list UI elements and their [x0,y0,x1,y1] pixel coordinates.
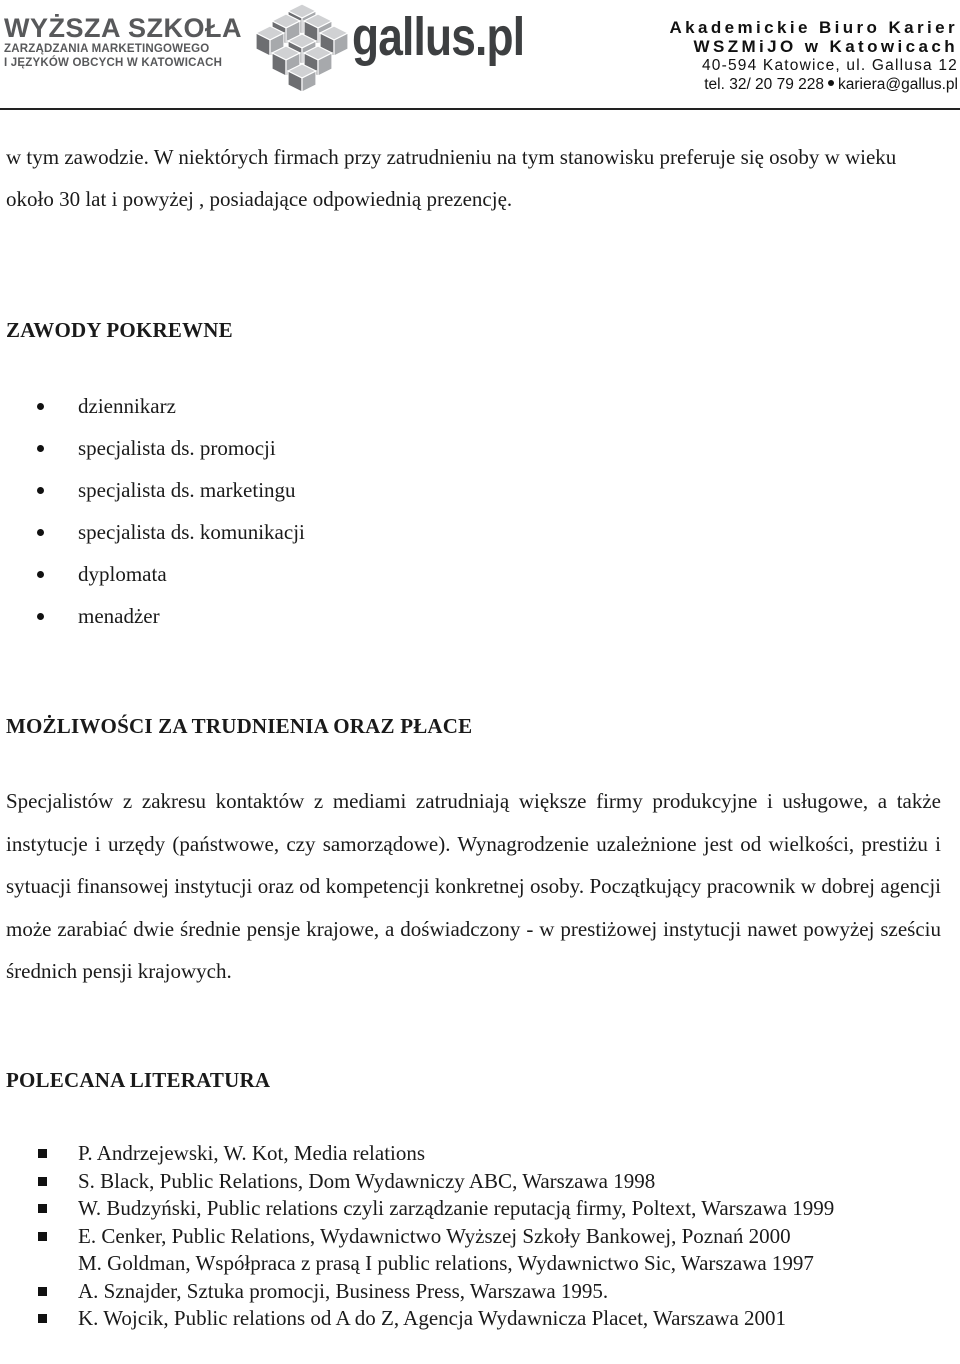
office-name: Akademickie Biuro Karier [669,18,958,37]
square-bullet-icon [38,1287,47,1296]
gallus-brand-logo: gallus.pl [352,7,525,67]
list-item-text: specjalista ds. promocji [78,436,276,460]
office-phone: tel. 32/ 20 79 228 [704,76,825,93]
square-bullet-icon [38,1177,47,1186]
list-item-text: menadżer [78,604,160,628]
list-item [0,469,305,511]
related-professions-heading: ZAWODY POKREWNE [6,318,233,342]
related-professions-list [0,385,305,637]
list-item [0,1195,960,1223]
square-bullet-icon [38,1149,47,1158]
office-location: WSZMiJO w Katowicach [693,37,958,56]
office-address: 40-594 Katowice, ul. Gallusa 12 [701,57,958,74]
bullet-icon [37,487,44,494]
list-item-text: W. Budzyński, Public relations czyli zarządzanie reputacją firmy, Poltext, Warszawa 1999 [78,1196,835,1220]
square-bullet-icon [38,1232,47,1241]
bullet-icon [37,613,44,620]
list-item [0,1305,960,1333]
list-item-text: E. Cenker, Public Relations, Wydawnictwo Wyższej Szkoły Bankowej, Poznań 2000 [78,1223,791,1248]
career-office-contact [669,18,958,94]
list-item [0,385,305,427]
list-item [0,1250,960,1278]
literature-list [0,1140,960,1333]
cubes-logo-icon [254,2,350,94]
list-item [0,595,305,637]
literature-heading: POLECANA LITERATURA [6,1068,271,1092]
separator-dot-icon [828,80,834,86]
bullet-icon [37,529,44,536]
header-divider [0,108,960,110]
bullet-icon [37,445,44,452]
square-bullet-icon [38,1204,47,1213]
list-item-text: M. Goldman, Współpraca z prasą I public relations, Wydawnictwo Sic, Warszawa 1997 [78,1251,814,1275]
school-name-line2: ZARZĄDZANIA MARKETINGOWEGO [4,43,210,55]
list-item-text: A. Sznajder, Sztuka promocji, Business Press, Warszawa 1995. [78,1278,609,1303]
page-header [0,0,960,104]
office-email[interactable]: kariera@gallus.pl [838,76,958,93]
list-item-text: K. Wojcik, Public relations od A do Z, Agencja Wydawnicza Placet, Warszawa 2001 [78,1306,787,1330]
school-name-line1: WYŻSZA SZKOŁA [4,13,242,43]
office-contact-line [669,75,958,94]
list-item-text: specjalista ds. komunikacji [78,520,305,544]
list-item [0,511,305,553]
employment-paragraph: Specjalistów z zakresu kontaktów z mediami zatrudniają większe firmy produkcyjne i usługowe, a także instytucje i urzędy (państwowe, czy samorządowe). Wynagrodzenie uzależnione jest od wielkości, prestiżu i sytuacji finansowej instytucji oraz od kompetencji konkretnej osoby. Początkujący pracownik w dobrej agencji może zarabiać dwie średnie pensje krajowe, a doświadczony - w prestiżowej instytucji nawet powyżej sześciu średnich pensji krajowych. [6,789,941,983]
list-item [0,427,305,469]
list-item-text: P. Andrzejewski, W. Kot, Media relations [78,1141,426,1165]
intro-paragraph: w tym zawodzie. W niektórych firmach przy zatrudnieniu na tym stanowisku preferuje się osoby w wieku około 30 lat i powyżej , posiadające odpowiednią prezencję. [6,145,897,211]
list-item [0,1168,960,1196]
list-item-text: specjalista ds. marketingu [78,478,296,502]
square-bullet-icon [38,1314,47,1323]
list-item-text: dziennikarz [78,394,176,418]
list-item-text: dyplomata [78,562,167,586]
bullet-icon [37,571,44,578]
list-item [0,553,305,595]
school-name-line3: I JĘZYKÓW OBCYCH W KATOWICACH [4,57,223,69]
list-item-text: S. Black, Public Relations, Dom Wydawniczy ABC, Warszawa 1998 [78,1168,656,1193]
bullet-icon [37,403,44,410]
list-item [0,1223,960,1251]
list-item [0,1140,960,1168]
list-item [0,1278,960,1306]
school-logo [4,14,244,70]
employment-heading: MOŻLIWOŚCI ZA TRUDNIENIA ORAZ PŁACE [6,714,473,738]
